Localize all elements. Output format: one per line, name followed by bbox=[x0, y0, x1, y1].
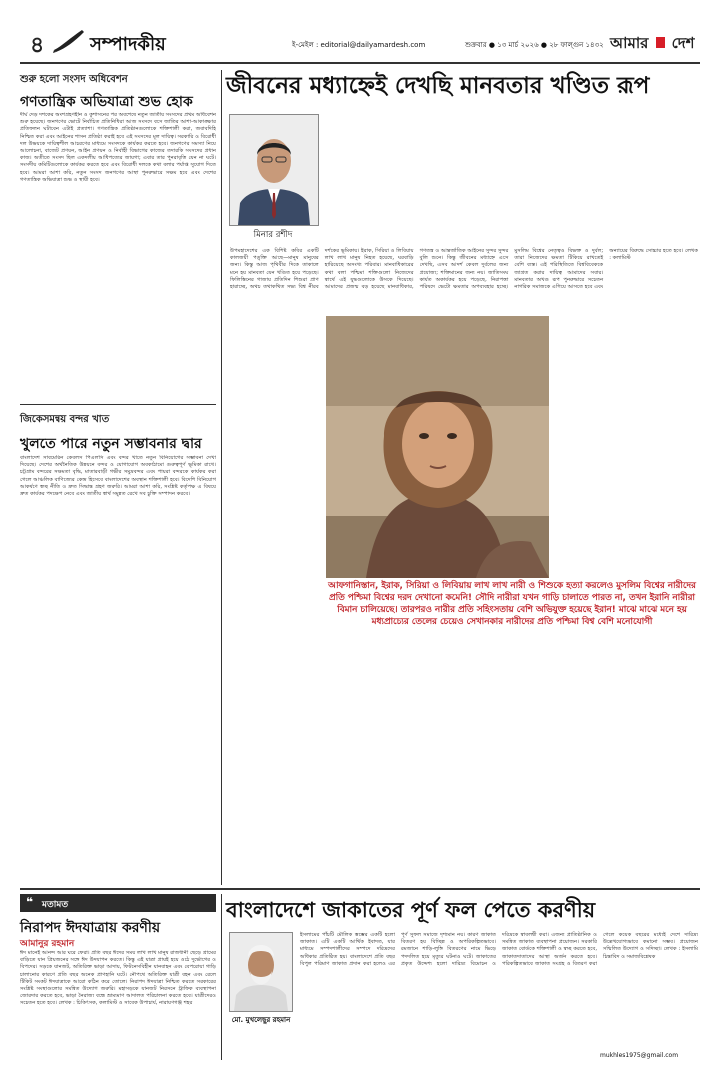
page-number: ৪ bbox=[30, 33, 45, 58]
header-rule bbox=[20, 62, 700, 64]
bottom-author-email[interactable]: mukhles1975@gmail.com bbox=[600, 1052, 679, 1059]
author-photo bbox=[229, 114, 319, 226]
column-body: ঈদ মানেই আনন্দ আর ঘরে ফেরা। প্রতি বছর ঈদের সময় লাখ লাখ মানুষ রাজধানী ছেড়ে গ্রামের বাড়িতে যান প্রিয়জনের সঙ্গে ঈদ উদযাপন করতে। কিন্তু এই যাত্রা প্রায়ই হয়ে ওঠে দুর্ভোগের ও বিপদের। সড়কে যানজট, অতিরিক্ত ভাড়া আদায়, ফিটনেসবিহীন যানবাহন এবং বেপরোয়া গাড়ি চালানোর কারণে প্রতি বছর অনেক প্রাণহানি ঘটে। নৌপথে অতিরিক্ত যাত্রী বহন এবং রেলে টিকিট সংকট ঈদযাত্রাকে আরো কঠিন করে তোলে। নিরাপদ ঈদযাত্রা নিশ্চিত করতে সরকারের সংশ্লিষ্ট সংস্থাগুলোর সমন্বিত উদ্যোগ জরুরি। মহাসড়কে যানজট নিরসনে ট্রাফিক ব্যবস্থাপনা জোরদার করতে হবে, ভাড়া নৈরাজ্য বন্ধে ভ্রাম্যমাণ আদালত পরিচালনা করতে হবে। যাত্রীদেরও সচেতন হতে হবে। লেখক : চিকিৎসক, কলামিস্ট ও সাবেক উপাচার্য, নারায়ণগঞ্জ শহর bbox=[20, 950, 216, 1007]
editorial-divider bbox=[20, 404, 216, 405]
page-header bbox=[20, 22, 700, 64]
bottom-article-body bbox=[300, 932, 698, 1050]
brand-mark bbox=[656, 37, 665, 48]
brand-logo bbox=[610, 32, 694, 52]
column-headline: নিরাপদ ঈদযাত্রায় করণীয় bbox=[20, 920, 161, 936]
pen-icon bbox=[52, 28, 86, 54]
photo-caption: আফগানিস্তান, ইরাক, সিরিয়া ও লিবিয়ায় লাখ লাখ নারী ও শিশুকে হত্যা করলেও মুসলিম বিশ্বের নারীদের প্রতি পশ্চিমা বিশ্বের দরদ দেখানো কমেনি! সৌদি নারীরা যখন গাড়ি চালাতে পারত না, তখন ইরানি নারীরা বিমান চালিয়েছে। তারপরও নারীর প্রতি সহিংসতায় বেশি অভিযুক্ত হয়েছে ইরান! মাঝে মাঝে মনে হয় মধ্যপ্রাচ্যের তেলের চেয়েও সেখানকার নারীদের প্রতি পশ্চিমা বিশ্ব বেশি মনোযোগী bbox=[328, 581, 696, 627]
bottom-author-photo bbox=[229, 932, 293, 1012]
editorial-body: দীর্ঘ দেড় দশকের অংশগ্রহণহীন ও কুশাসনের পর অবশেষে নতুন জাতীয় সংসদের প্রথম অধিবেশন শুরু হয়েছে। জনগণের ভোটে নির্বাচিত প্রতিনিধিরা আজ সংসদে বসে জাতির আশা-আকাঙ্ক্ষার প্রতিফলন ঘটাবেন এটাই প্রত্যাশা। গণতান্ত্রিক প্রতিষ্ঠানগুলোকে শক্তিশালী করা, জবাবদিহি নিশ্চিত করা এবং আইনের শাসন প্রতিষ্ঠা করাই হবে এই সংসদের মূল দায়িত্ব। সরকারি ও বিরোধী দল উভয়কে দায়িত্বশীল আচরণের মাধ্যমে সংসদকে কার্যকর করতে হবে। জনগণের সমস্যা নিয়ে আলোচনা, বাজেট প্রণয়ন, আইন প্রণয়ন ও নির্বাহী বিভাগের কাজের তদারকি সংসদের প্রধান কাজ। অতীতে সংসদ ছিল একদলীয় আধিপত্যের জায়গা; এবার তার পুনরাবৃত্তি যেন না ঘটে। সংসদীয় কমিটিগুলোকে কার্যকর করতে হবে এবং বিরোধী দলকে কথা বলার পর্যাপ্ত সুযোগ দিতে হবে। আমরা আশা করি, নতুন সংসদ জনগণের আস্থা পুনরুদ্ধারে সক্ষম হবে এবং দেশের গণতান্ত্রিক অভিযাত্রা শুভ ও স্থায়ী হবে। bbox=[20, 112, 216, 183]
column-author: আমানুর রহমান bbox=[20, 939, 75, 949]
bottom-divider bbox=[20, 888, 700, 890]
quote-icon: ❝ bbox=[26, 895, 34, 909]
section-title: সম্পাদকীয় bbox=[90, 34, 166, 55]
column-rule bbox=[221, 70, 222, 885]
editorial-kicker: শুরু হলো সংসদ অধিবেশন bbox=[20, 74, 128, 85]
editorial2-body: বাংলাদেশ সাবমেরিন কেবলস পিএলসি এবং বন্দর খাতে নতুন বিনিয়োগের সম্ভাবনা দেখা দিয়েছে। দেশের অর্থনৈতিক উন্নয়নে বন্দর ও যোগাযোগ অবকাঠামো গুরুত্বপূর্ণ ভূমিকা রাখে। চট্টগ্রাম বন্দরের সক্ষমতা বৃদ্ধি, মাতারবাড়ী গভীর সমুদ্রবন্দর এবং পায়রা বন্দরকে কার্যকর করা গেলে আঞ্চলিক বাণিজ্যের কেন্দ্র হিসেবে বাংলাদেশের অবস্থান শক্তিশালী হবে। বিদেশি বিনিয়োগ আকর্ষণে স্বচ্ছ নীতি ও দ্রুত সিদ্ধান্ত গ্রহণ জরুরি। আমরা আশা করি, সংশ্লিষ্ট কর্তৃপক্ষ এ বিষয়ে দ্রুত কার্যকর পদক্ষেপ নেবে এবং জাতীয় স্বার্থ সমুন্নত রেখে সব চুক্তি সম্পাদন করবে। bbox=[20, 455, 216, 498]
main-headline: জীবনের মধ্যাহ্নেই দেখছি মানবতার খণ্ডিত রূপ bbox=[226, 73, 650, 99]
header-email: ই-মেইল : editorial@dailyamardesh.com bbox=[292, 41, 426, 49]
bottom-headline: বাংলাদেশে জাকাতের পূর্ণ ফল পেতে করণীয় bbox=[226, 898, 596, 922]
header-date: শুক্রবার ● ১৩ মার্চ ২০২৬ ● ২৮ ফাল্গুন ১৪৩২ bbox=[465, 41, 604, 49]
feature-photo bbox=[326, 316, 549, 578]
brand-right: দেশ bbox=[671, 34, 695, 52]
editorial2-headline: খুলতে পারে নতুন সম্ভাবনার দ্বার bbox=[20, 436, 202, 452]
bottom-column-rule bbox=[221, 894, 222, 1060]
brand-left: আমার bbox=[610, 34, 649, 52]
column-tag-label: মতামত bbox=[42, 900, 69, 910]
editorial2-kicker: জিকেসমন্বয় বন্দর খাত bbox=[20, 414, 110, 425]
author-name: মিনার রশীদ bbox=[253, 230, 293, 240]
main-body-text: উপমহাদেশের এক বিশিষ্ট কবির একটি কালজয়ী পঙ্‌ক্তি আছে—মানুষ মানুষের জন্য। কিন্তু আজ পৃথিবীর দিকে তাকালে মনে হয় মানবতা যেন খণ্ডিত হয়ে পড়েছে। ফিলিস্তিনের গাজায় প্রতিদিন শিশুরা প্রাণ হারাচ্ছে, অথচ তথাকথিত সভ্য বিশ্ব নীরব দর্শকের ভূমিকায়। ইরাক, সিরিয়া ও লিবিয়ায় লাখ লাখ মানুষ নিহত হয়েছে, ঘরবাড়ি হারিয়েছে অসংখ্য পরিবার। মানবাধিকারের কথা বলা পশ্চিমা শক্তিগুলো নিজেদের স্বার্থে এই যুদ্ধগুলোকে উসকে দিয়েছে। আমাদের প্রজন্ম বড় হয়েছে মানবাধিকার, গণতন্ত্র ও আন্তর্জাতিক আইনের সুন্দর সুন্দর বুলি শুনে। কিন্তু জীবনের মধ্যাহ্নে এসে দেখছি, এসব আদর্শ কেবল দুর্বলের জন্য প্রযোজ্য; শক্তিমানের জন্য নয়। জাতিসংঘ কার্যত অকার্যকর হয়ে পড়েছে, নিরাপত্তা পরিষদে ভেটো ক্ষমতার অপব্যবহার হচ্ছে। মুসলিম বিশ্বের নেতৃত্বও বিভক্ত ও দুর্বল; তারা নিজেদের ক্ষমতা টিকিয়ে রাখতেই বেশি ব্যস্ত। এই পরিস্থিতিতে বিশ্ববিবেককে জাগ্রত করার দায়িত্ব আমাদের সবার। মানবতার অখণ্ড রূপ পুনরুদ্ধারে সচেতন নাগরিক সমাজকে এগিয়ে আসতে হবে এবং অন্যায়ের বিরুদ্ধে সোচ্চার হতে হবে। লেখক : কলামিস্ট bbox=[230, 248, 698, 291]
editorial-headline: গণতান্ত্রিক অভিযাত্রা শুভ হোক bbox=[20, 94, 193, 110]
bottom-author-name: মো. মুখলেছুর রহমান bbox=[231, 1016, 291, 1024]
column-tag bbox=[20, 894, 216, 912]
bottom-body-text: ইসলামের পাঁচটি মৌলিক স্তম্ভের একটি হলো জাকাত। এটি একটি আর্থিক ইবাদত, যার মাধ্যমে সম্পদশালীদের সম্পদে দরিদ্রদের অধিকার প্রতিষ্ঠিত হয়। বাংলাদেশে প্রতি বছর বিপুল পরিমাণ জাকাত প্রদান করা হলেও এর পূর্ণ সুফল সমাজে দৃশ্যমান নয়। কারণ জাকাত বিতরণ হয় বিচ্ছিন্ন ও অপরিকল্পিতভাবে। রমজানে শাড়ি-লুঙ্গি বিতরণের নামে ভিড়ে পদদলিত হয়ে মৃত্যুর ঘটনাও ঘটে। জাকাতের প্রকৃত উদ্দেশ্য হলো দারিদ্র্য বিমোচন ও দরিদ্রকে স্বাবলম্বী করা। এজন্য প্রাতিষ্ঠানিক ও সমন্বিত জাকাত ব্যবস্থাপনা প্রয়োজন। সরকারি জাকাত বোর্ডকে শক্তিশালী ও স্বচ্ছ করতে হবে, জাকাতদাতাদের আস্থা অর্জন করতে হবে। পরিকল্পিতভাবে জাকাত সংগ্রহ ও বিতরণ করা গেলে কয়েক বছরের মধ্যেই দেশে দারিদ্র্য উল্লেখযোগ্যভাবে কমানো সম্ভব। প্রয়োজন সম্মিলিত উদ্যোগ ও সদিচ্ছা। লেখক : ইসলামি চিন্তাবিদ ও সমাজবিশ্লেষক bbox=[300, 932, 698, 967]
